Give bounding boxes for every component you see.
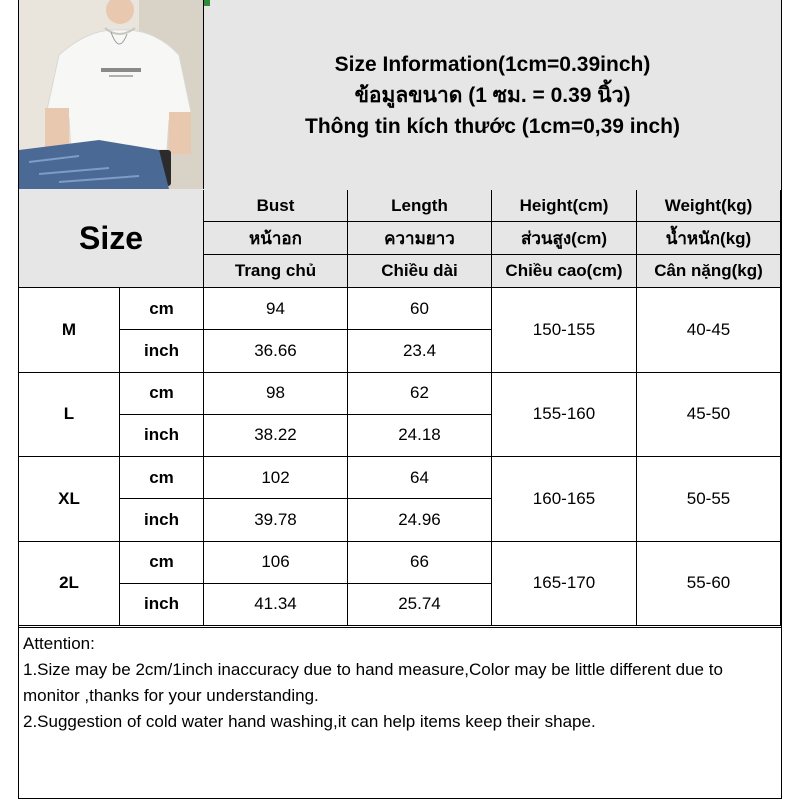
- column-header-en: Bust: [204, 190, 348, 222]
- attention-heading: Attention:: [23, 634, 95, 653]
- size-chart-sheet: [18, 0, 782, 799]
- size-label: 2L: [19, 542, 120, 627]
- attention-item-2: 2.Suggestion of cold water hand washing,it can help items keep their shape.: [23, 712, 596, 731]
- length-cm-value: 64: [348, 457, 492, 499]
- title-thai: ข้อมูลขนาด (1 ซม. = 0.39 นิ้ว): [354, 83, 631, 107]
- size-table: [19, 190, 781, 626]
- bust-cm-value: 98: [204, 373, 348, 415]
- column-header-vi: Chiều dài: [348, 255, 492, 288]
- length-cm-value: 60: [348, 288, 492, 330]
- size-info-title: [204, 0, 781, 190]
- column-header-th: หน้าอก: [204, 222, 348, 255]
- bust-inch-value: 39.78: [204, 499, 348, 541]
- height-range-value: 150-155: [492, 288, 637, 373]
- bust-inch-value: 41.34: [204, 584, 348, 626]
- length-inch-value: 25.74: [348, 584, 492, 626]
- product-photo-illustration: [19, 0, 203, 189]
- header-band: [19, 0, 781, 191]
- bust-inch-value: 36.66: [204, 330, 348, 372]
- column-header-en: Length: [348, 190, 492, 222]
- bust-cm-value: 94: [204, 288, 348, 330]
- length-inch-value: 23.4: [348, 330, 492, 372]
- unit-label-inch: inch: [120, 499, 204, 541]
- weight-range-value: 50-55: [637, 457, 781, 542]
- size-label: L: [19, 373, 120, 458]
- column-header-vi: Trang chủ: [204, 255, 348, 288]
- bust-inch-value: 38.22: [204, 415, 348, 457]
- height-range-value: 155-160: [492, 373, 637, 458]
- title-english: Size Information(1cm=0.39inch): [334, 52, 651, 76]
- bust-cm-value: 106: [204, 542, 348, 584]
- length-inch-value: 24.18: [348, 415, 492, 457]
- unit-label-inch: inch: [120, 330, 204, 372]
- weight-range-value: 45-50: [637, 373, 781, 458]
- unit-label-inch: inch: [120, 415, 204, 457]
- bust-cm-value: 102: [204, 457, 348, 499]
- attention-notes: [19, 627, 781, 798]
- height-range-value: 165-170: [492, 542, 637, 627]
- weight-range-value: 55-60: [637, 542, 781, 627]
- title-vietnamese: Thông tin kích thước (1cm=0,39 inch): [305, 114, 680, 138]
- column-header-en: Weight(kg): [637, 190, 781, 222]
- column-header-th: น้ำหนัก(kg): [637, 222, 781, 255]
- column-header-th: ส่วนสูง(cm): [492, 222, 637, 255]
- attention-item-1: 1.Size may be 2cm/1inch inaccuracy due to hand measure,Color may be little different due to monitor ,thanks for your understanding.: [23, 660, 728, 705]
- column-header-vi: Chiều cao(cm): [492, 255, 637, 288]
- length-cm-value: 62: [348, 373, 492, 415]
- unit-label-cm: cm: [120, 542, 204, 584]
- unit-label-cm: cm: [120, 373, 204, 415]
- length-inch-value: 24.96: [348, 499, 492, 541]
- weight-range-value: 40-45: [637, 288, 781, 373]
- column-header-vi: Cân nặng(kg): [637, 255, 781, 288]
- size-column-heading: Size: [19, 190, 204, 288]
- product-photo: [19, 0, 204, 189]
- height-range-value: 160-165: [492, 457, 637, 542]
- column-header-th: ความยาว: [348, 222, 492, 255]
- length-cm-value: 66: [348, 542, 492, 584]
- size-label: M: [19, 288, 120, 373]
- size-label: XL: [19, 457, 120, 542]
- unit-label-cm: cm: [120, 457, 204, 499]
- column-header-en: Height(cm): [492, 190, 637, 222]
- unit-label-cm: cm: [120, 288, 204, 330]
- unit-label-inch: inch: [120, 584, 204, 626]
